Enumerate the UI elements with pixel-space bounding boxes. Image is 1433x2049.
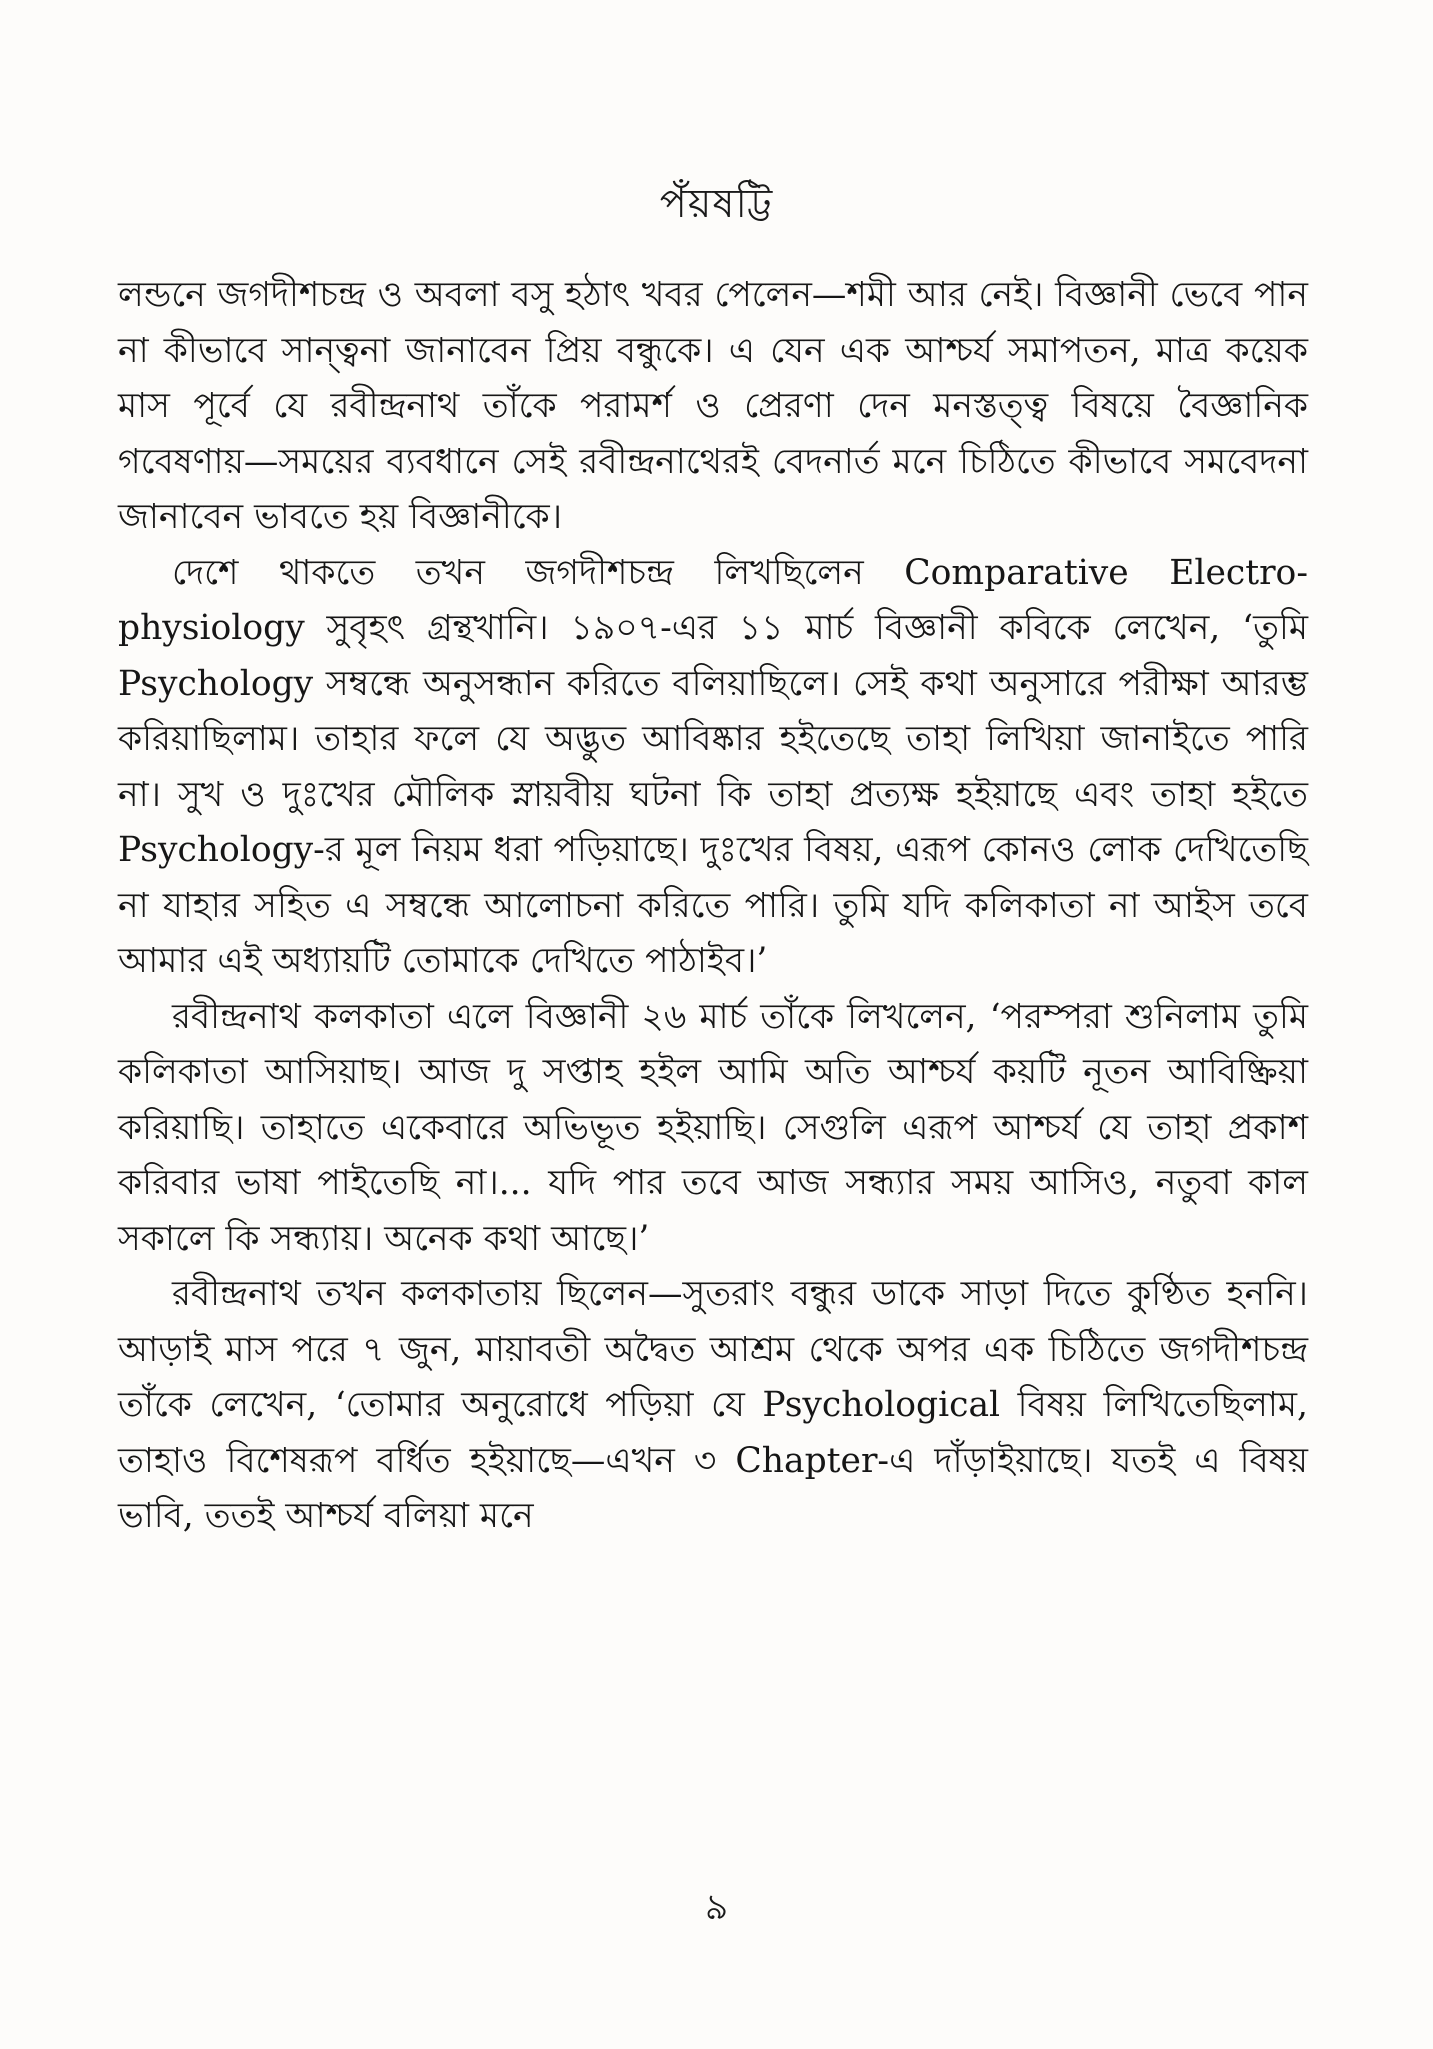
paragraph-2: দেশে থাকতে তখন জগদীশচন্দ্র লিখছিলেন Comparative Electro-physiology সুবৃহৎ গ্রন্থখানি। ১৯০৭-এর ১১ মার্চ বিজ্ঞানী কবিকে লেখেন, ‘তুমি Psychology সম্বন্ধে অনুসন্ধান করিতে বলিয়াছিলে। সেই কথা অনুসারে পরীক্ষা আরম্ভ করিয়াছিলাম। তাহার ফলে যে অদ্ভুত আবিষ্কার হইতেছে তাহা লিখিয়া জানাইতে পারি না। সুখ ও দুঃখের মৌলিক স্নায়বীয় ঘটনা কি তাহা প্রত্যক্ষ হইয়াছে এবং তাহা হইতে Psychology-র মূল নিয়ম ধরা পড়িয়াছে। দুঃখের বিষয়, এরূপ কোনও লোক দেখিতেছি না যাহার সহিত এ সম্বন্ধে আলোচনা করিতে পারি। তুমি যদি কলিকাতা না আইস তবে আমার এই অধ্যায়টি তোমাকে দেখিতে পাঠাইব।’ bbox=[118, 552, 1308, 981]
body-text bbox=[118, 268, 1308, 1545]
page-number: ৯ bbox=[704, 1887, 729, 1928]
paragraph-4: রবীন্দ্রনাথ তখন কলকাতায় ছিলেন—সুতরাং বন্ধুর ডাকে সাড়া দিতে কুণ্ঠিত হননি। আড়াই মাস পরে ৭ জুন, মায়াবতী অদ্বৈত আশ্রম থেকে অপর এক চিঠিতে জগদীশচন্দ্র তাঁকে লেখেন, ‘তোমার অনুরোধে পড়িয়া যে Psychological বিষয় লিখিতেছিলাম, তাহাও বিশেষরূপ বর্ধিত হইয়াছে—এখন ৩ Chapter-এ দাঁড়াইয়াছে। যতই এ বিষয় ভাবি, ততই আশ্চর্য বলিয়া মনে bbox=[118, 1274, 1308, 1536]
paragraph-3: রবীন্দ্রনাথ কলকাতা এলে বিজ্ঞানী ২৬ মার্চ তাঁকে লিখলেন, ‘পরম্পরা শুনিলাম তুমি কলিকাতা আসিয়াছ। আজ দু সপ্তাহ হইল আমি অতি আশ্চর্য কয়টি নূতন আবিষ্ক্রিয়া করিয়াছি। তাহাতে একেবারে অভিভূত হইয়াছি। সেগুলি এরূপ আশ্চর্য যে তাহা প্রকাশ করিবার ভাষা পাইতেছি না।... যদি পার তবে আজ সন্ধ্যার সময় আসিও, নতুবা কাল সকালে কি সন্ধ্যায়। অনেক কথা আছে।’ bbox=[118, 996, 1308, 1259]
chapter-title: পঁয়ষট্টি bbox=[659, 181, 774, 227]
paragraph-1: লন্ডনে জগদীশচন্দ্র ও অবলা বসু হঠাৎ খবর পেলেন—শমী আর নেই। বিজ্ঞানী ভেবে পান না কীভাবে সান্ত্বনা জানাবেন প্রিয় বন্ধুকে। এ যেন এক আশ্চর্য সমাপতন, মাত্র কয়েক মাস পূর্বে যে রবীন্দ্রনাথ তাঁকে পরামর্শ ও প্রেরণা দেন মনস্তত্ত্ব বিষয়ে বৈজ্ঞানিক গবেষণায়—সময়ের ব্যবধানে সেই রবীন্দ্রনাথেরই বেদনার্ত মনে চিঠিতে কীভাবে সমবেদনা জানাবেন ভাবতে হয় বিজ্ঞানীকে। bbox=[118, 275, 1308, 537]
